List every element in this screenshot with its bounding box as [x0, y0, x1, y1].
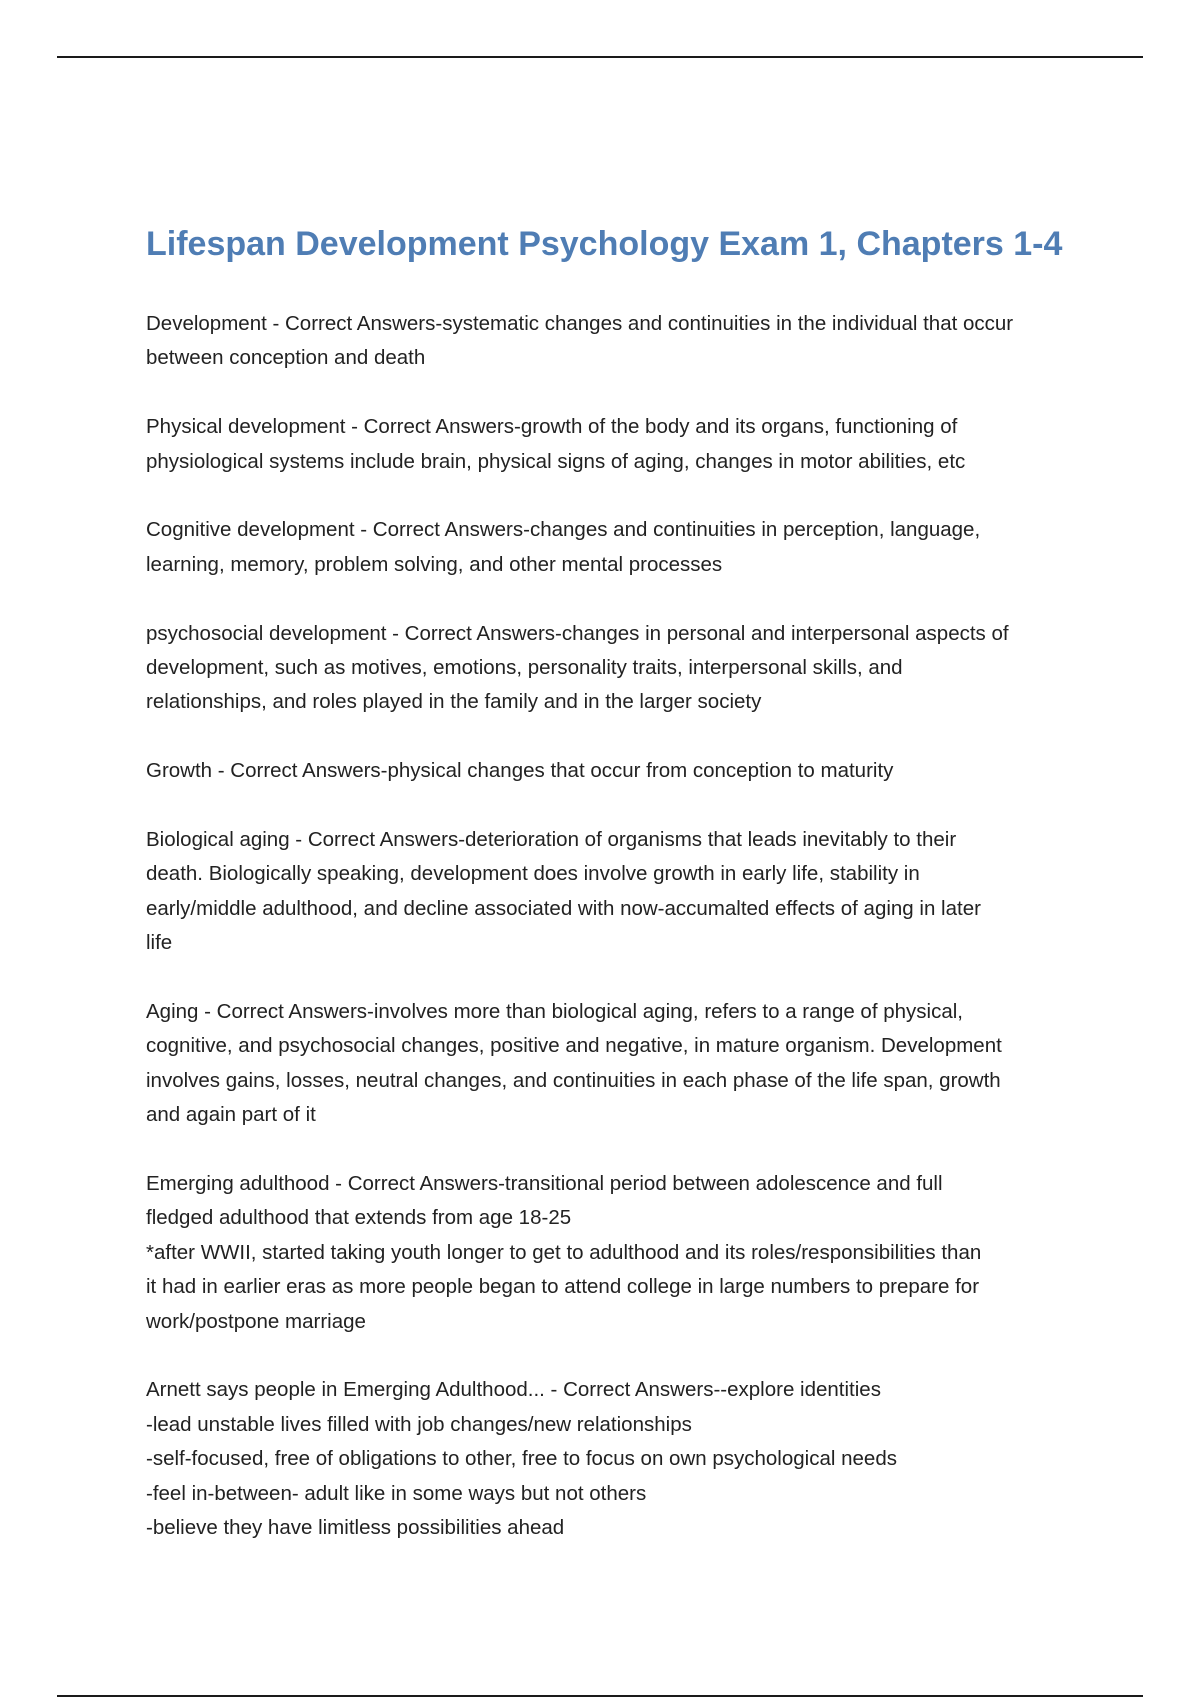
entry-line: -believe they have limitless possibilities ahead [146, 1516, 565, 1540]
entry-line: between conception and death [146, 346, 426, 370]
entry-aging [146, 995, 1096, 1133]
entry-development [146, 307, 1096, 376]
entry-line: physiological systems include brain, physical signs of aging, changes in motor abilities, etc [146, 449, 966, 473]
entry-line: relationships, and roles played in the family and in the larger society [146, 690, 762, 714]
entry-line: work/postpone marriage [146, 1309, 366, 1333]
entry-line: -self-focused, free of obligations to other, free to focus on own psychological needs [146, 1447, 897, 1471]
entry-line: death. Biologically speaking, development does involve growth in early life, stability in [146, 862, 920, 886]
entry-physical-development [146, 410, 1096, 479]
document-title: Lifespan Development Psychology Exam 1, Chapters 1-4 [146, 225, 1063, 263]
entry-line: development, such as motives, emotions, personality traits, interpersonal skills, and [146, 656, 903, 680]
entry-emerging-adulthood [146, 1167, 1096, 1339]
entry-psychosocial-development [146, 617, 1096, 720]
entry-line: Growth - Correct Answers-physical changes that occur from conception to maturity [146, 759, 894, 783]
entry-line: Development - Correct Answers-systematic changes and continuities in the individual that occur [146, 312, 1014, 335]
entry-line: life [146, 931, 173, 955]
entry-line: psychosocial development - Correct Answers-changes in personal and interpersonal aspects of [146, 621, 1009, 645]
entry-line: fledged adulthood that extends from age 18-25 [146, 1206, 572, 1230]
entry-line: early/middle adulthood, and decline associated with now-accumalted effects of aging in later [146, 896, 981, 920]
top-rule [57, 56, 1143, 58]
entry-line: *after WWII, started taking youth longer to get to adulthood and its roles/responsibilities than [146, 1240, 982, 1264]
entry-line: Arnett says people in Emerging Adulthood... - Correct Answers--explore identities [146, 1378, 881, 1402]
entry-line: Biological aging - Correct Answers-deterioration of organisms that leads inevitably to their [146, 828, 957, 852]
entry-growth [146, 754, 1096, 788]
document-body [146, 307, 1096, 1580]
entry-line: and again part of it [146, 1103, 316, 1127]
entry-cognitive-development [146, 513, 1096, 582]
entry-line: Physical development - Correct Answers-growth of the body and its organs, functioning of [146, 415, 958, 439]
entry-line: Aging - Correct Answers-involves more than biological aging, refers to a range of physical, [146, 1000, 963, 1024]
entry-line: learning, memory, problem solving, and other mental processes [146, 552, 723, 576]
entry-line: -lead unstable lives filled with job changes/new relationships [146, 1412, 692, 1436]
entry-line: involves gains, losses, neutral changes, and continuities in each phase of the life span, growth [146, 1068, 1001, 1092]
entry-line: cognitive, and psychosocial changes, positive and negative, in mature organism. Development [146, 1034, 1002, 1058]
entry-line: Emerging adulthood - Correct Answers-transitional period between adolescence and full [146, 1172, 943, 1196]
entry-arnett-emerging-adulthood [146, 1373, 1096, 1545]
entry-line: it had in earlier eras as more people began to attend college in large numbers to prepare for [146, 1275, 980, 1299]
entry-line: -feel in-between- adult like in some ways but not others [146, 1481, 647, 1505]
bottom-rule [57, 1695, 1143, 1697]
entry-line: Cognitive development - Correct Answers-changes and continuities in perception, language, [146, 518, 981, 542]
entry-biological-aging [146, 823, 1096, 961]
